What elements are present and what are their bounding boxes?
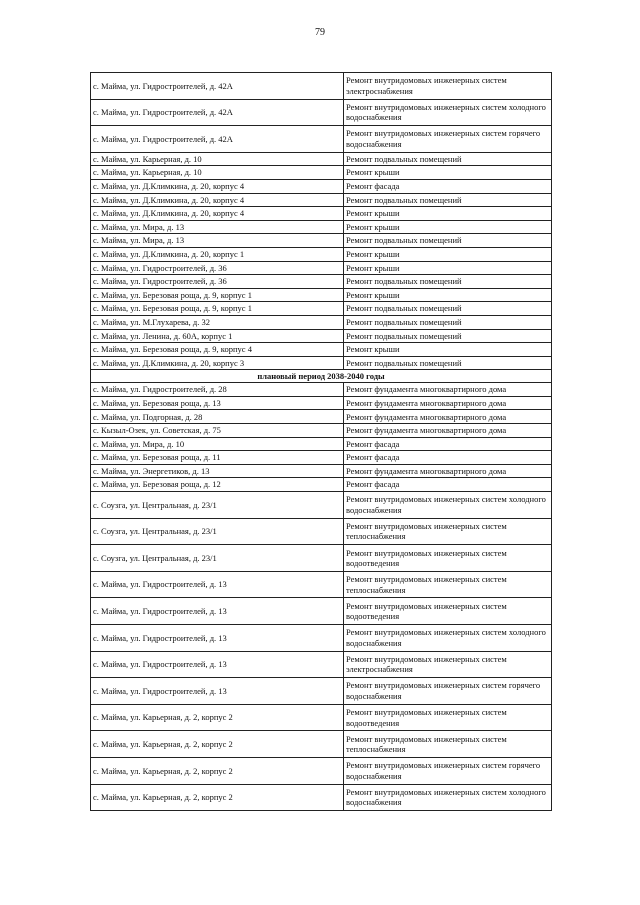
table-row	[91, 651, 552, 678]
address-cell: с. Майма, ул. Мира, д. 13	[91, 234, 344, 248]
work-type-cell: Ремонт фундамента многоквартирного дома	[344, 424, 552, 438]
address-cell: с. Майма, ул. Д.Климкина, д. 20, корпус 1	[91, 247, 344, 261]
work-type-cell: Ремонт внутридомовых инженерных систем холодного водоснабжения	[344, 784, 552, 811]
table-row	[91, 383, 552, 397]
table-row	[91, 261, 552, 275]
work-type-cell: Ремонт подвальных помещений	[344, 152, 552, 166]
work-type-cell: Ремонт фасада	[344, 478, 552, 492]
table-row	[91, 478, 552, 492]
work-type-cell: Ремонт фундамента многоквартирного дома	[344, 410, 552, 424]
address-cell: с. Майма, ул. Д.Климкина, д. 20, корпус 4	[91, 193, 344, 207]
address-cell: с. Майма, ул. М.Глухарева, д. 32	[91, 315, 344, 329]
address-cell: с. Майма, ул. Березовая роща, д. 9, корпус 1	[91, 288, 344, 302]
work-type-cell: Ремонт фундамента многоквартирного дома	[344, 383, 552, 397]
work-type-cell: Ремонт подвальных помещений	[344, 315, 552, 329]
address-cell: с. Майма, ул. Березовая роща, д. 11	[91, 451, 344, 465]
work-type-cell: Ремонт фундамента многоквартирного дома	[344, 464, 552, 478]
table-row	[91, 356, 552, 370]
work-type-cell: Ремонт внутридомовых инженерных систем холодного водоснабжения	[344, 492, 552, 519]
table-row	[91, 220, 552, 234]
address-cell: с. Майма, ул. Березовая роща, д. 12	[91, 478, 344, 492]
table-row	[91, 424, 552, 438]
table-row	[91, 598, 552, 625]
table-row	[91, 757, 552, 784]
section-header: плановый период 2038-2040 годы	[91, 370, 552, 383]
address-cell: с. Соузга, ул. Центральная, д. 23/1	[91, 545, 344, 572]
table-row	[91, 731, 552, 758]
address-cell: с. Майма, ул. Березовая роща, д. 9, корпус 4	[91, 343, 344, 357]
address-cell: с. Соузга, ул. Центральная, д. 23/1	[91, 518, 344, 545]
table-row	[91, 99, 552, 126]
work-type-cell: Ремонт крыши	[344, 220, 552, 234]
table-row	[91, 784, 552, 811]
work-type-cell: Ремонт подвальных помещений	[344, 193, 552, 207]
address-cell: с. Майма, ул. Энергетиков, д. 13	[91, 464, 344, 478]
work-type-cell: Ремонт внутридомовых инженерных систем теплоснабжения	[344, 571, 552, 598]
address-cell: с. Майма, ул. Гидростроителей, д. 42А	[91, 126, 344, 153]
table-row	[91, 571, 552, 598]
work-type-cell: Ремонт внутридомовых инженерных систем теплоснабжения	[344, 731, 552, 758]
work-type-cell: Ремонт внутридомовых инженерных систем холодного водоснабжения	[344, 99, 552, 126]
table-row	[91, 234, 552, 248]
address-cell: с. Майма, ул. Д.Климкина, д. 20, корпус 3	[91, 356, 344, 370]
work-type-cell: Ремонт внутридомовых инженерных систем горячего водоснабжения	[344, 757, 552, 784]
table-row	[91, 152, 552, 166]
address-cell: с. Майма, ул. Подгорная, д. 28	[91, 410, 344, 424]
work-type-cell: Ремонт внутридомовых инженерных систем горячего водоснабжения	[344, 126, 552, 153]
table-row	[91, 678, 552, 705]
table-row	[91, 396, 552, 410]
address-cell: с. Майма, ул. Мира, д. 13	[91, 220, 344, 234]
table-row	[91, 275, 552, 289]
work-type-cell: Ремонт крыши	[344, 261, 552, 275]
table-row	[91, 410, 552, 424]
address-cell: с. Кызыл-Озек, ул. Советская, д. 75	[91, 424, 344, 438]
section-header-row	[91, 370, 552, 383]
work-type-cell: Ремонт внутридомовых инженерных систем электроснабжения	[344, 651, 552, 678]
table-row	[91, 492, 552, 519]
table-row	[91, 343, 552, 357]
work-type-cell: Ремонт фундамента многоквартирного дома	[344, 396, 552, 410]
address-cell: с. Майма, ул. Гидростроителей, д. 13	[91, 625, 344, 652]
work-type-cell: Ремонт фасада	[344, 451, 552, 465]
table-row	[91, 207, 552, 221]
address-cell: с. Майма, ул. Гидростроителей, д. 42А	[91, 99, 344, 126]
work-type-cell: Ремонт внутридомовых инженерных систем холодного водоснабжения	[344, 625, 552, 652]
work-type-cell: Ремонт крыши	[344, 343, 552, 357]
work-type-cell: Ремонт фасада	[344, 437, 552, 451]
address-cell: с. Майма, ул. Карьерная, д. 2, корпус 2	[91, 784, 344, 811]
table-row	[91, 288, 552, 302]
table-row	[91, 625, 552, 652]
address-cell: с. Майма, ул. Карьерная, д. 2, корпус 2	[91, 704, 344, 731]
table-body	[91, 73, 552, 811]
address-cell: с. Соузга, ул. Центральная, д. 23/1	[91, 492, 344, 519]
page-number: 79	[315, 27, 325, 38]
address-cell: с. Майма, ул. Гидростроителей, д. 28	[91, 383, 344, 397]
table-row	[91, 315, 552, 329]
work-type-cell: Ремонт крыши	[344, 207, 552, 221]
address-cell: с. Майма, ул. Гидростроителей, д. 36	[91, 275, 344, 289]
table-row	[91, 73, 552, 100]
work-type-cell: Ремонт внутридомовых инженерных систем электроснабжения	[344, 73, 552, 100]
address-cell: с. Майма, ул. Ленина, д. 60А, корпус 1	[91, 329, 344, 343]
work-type-cell: Ремонт внутридомовых инженерных систем водоотведения	[344, 545, 552, 572]
work-type-cell: Ремонт подвальных помещений	[344, 234, 552, 248]
work-type-cell: Ремонт крыши	[344, 288, 552, 302]
work-type-cell: Ремонт крыши	[344, 247, 552, 261]
table-row	[91, 451, 552, 465]
address-cell: с. Майма, ул. Березовая роща, д. 13	[91, 396, 344, 410]
work-type-cell: Ремонт крыши	[344, 166, 552, 180]
work-type-cell: Ремонт подвальных помещений	[344, 329, 552, 343]
work-type-cell: Ремонт внутридомовых инженерных систем водоотведения	[344, 598, 552, 625]
work-type-cell: Ремонт внутридомовых инженерных систем теплоснабжения	[344, 518, 552, 545]
work-type-cell: Ремонт подвальных помещений	[344, 356, 552, 370]
address-cell: с. Майма, ул. Гидростроителей, д. 13	[91, 678, 344, 705]
table-row	[91, 704, 552, 731]
address-cell: с. Майма, ул. Гидростроителей, д. 36	[91, 261, 344, 275]
address-cell: с. Майма, ул. Карьерная, д. 10	[91, 166, 344, 180]
table-row	[91, 126, 552, 153]
table-row	[91, 437, 552, 451]
address-cell: с. Майма, ул. Гидростроителей, д. 13	[91, 598, 344, 625]
table-row	[91, 329, 552, 343]
table-row	[91, 193, 552, 207]
table-row	[91, 545, 552, 572]
table-row	[91, 179, 552, 193]
address-cell: с. Майма, ул. Березовая роща, д. 9, корпус 1	[91, 302, 344, 316]
table-row	[91, 302, 552, 316]
address-cell: с. Майма, ул. Карьерная, д. 10	[91, 152, 344, 166]
table-row	[91, 247, 552, 261]
work-type-cell: Ремонт внутридомовых инженерных систем водоотведения	[344, 704, 552, 731]
work-type-cell: Ремонт фасада	[344, 179, 552, 193]
table-row	[91, 518, 552, 545]
work-type-cell: Ремонт внутридомовых инженерных систем горячего водоснабжения	[344, 678, 552, 705]
address-cell: с. Майма, ул. Карьерная, д. 2, корпус 2	[91, 731, 344, 758]
address-cell: с. Майма, ул. Гидростроителей, д. 13	[91, 651, 344, 678]
address-cell: с. Майма, ул. Мира, д. 10	[91, 437, 344, 451]
address-cell: с. Майма, ул. Гидростроителей, д. 42А	[91, 73, 344, 100]
address-cell: с. Майма, ул. Д.Климкина, д. 20, корпус 4	[91, 207, 344, 221]
work-type-cell: Ремонт подвальных помещений	[344, 275, 552, 289]
address-cell: с. Майма, ул. Карьерная, д. 2, корпус 2	[91, 757, 344, 784]
repair-schedule-table	[90, 72, 552, 811]
table-row	[91, 464, 552, 478]
work-type-cell: Ремонт подвальных помещений	[344, 302, 552, 316]
table-row	[91, 166, 552, 180]
address-cell: с. Майма, ул. Гидростроителей, д. 13	[91, 571, 344, 598]
address-cell: с. Майма, ул. Д.Климкина, д. 20, корпус 4	[91, 179, 344, 193]
